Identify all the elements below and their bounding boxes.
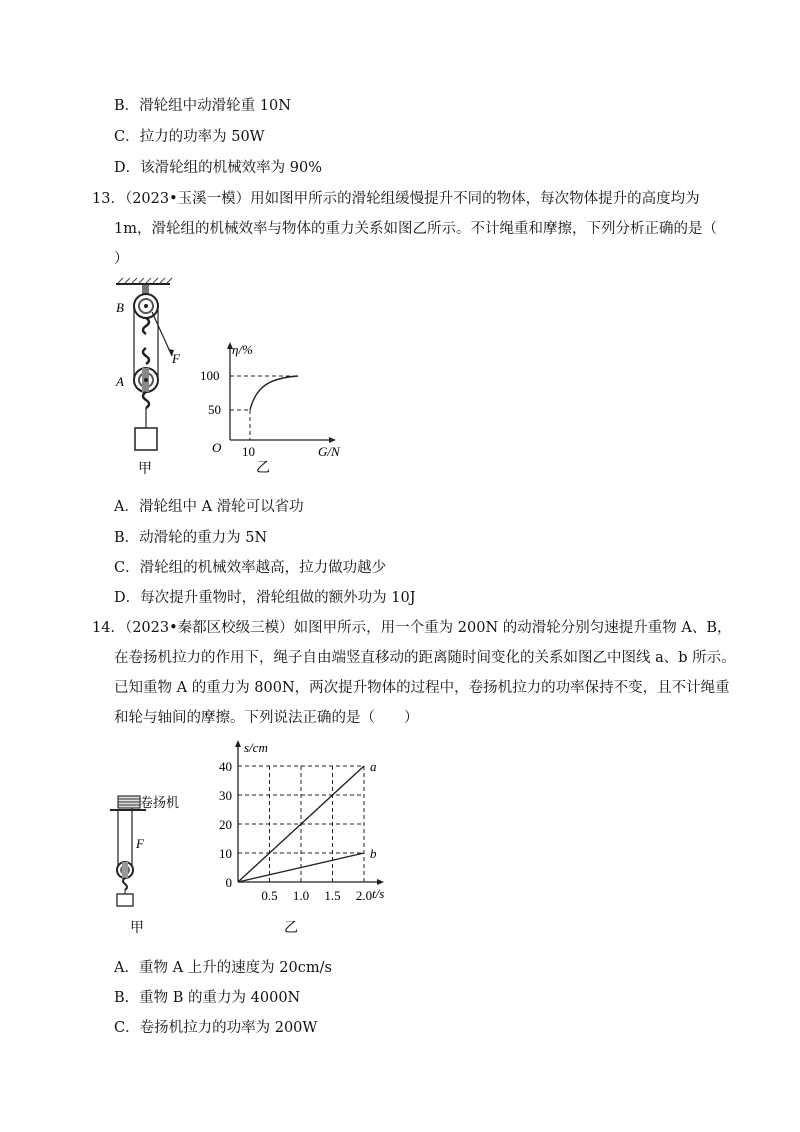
q14-stem-line3: 已知重物 A 的重力为 800N，两次提升物体的过程中，卷扬机拉力的功率保持不变，且不计绳重 [114,680,730,696]
option-text: 拉力的功率为 50W [139,129,265,145]
force-label-f: F [172,351,180,366]
series-label-b: b [370,846,377,861]
option-letter: B． [114,530,140,546]
x-tick-label: 0.5 [261,888,278,903]
q13-option-a [114,497,304,517]
q14-option-b [114,988,300,1008]
option-letter: D． [114,160,141,176]
option-text: 重物 A 上升的速度为 20cm/s [138,960,332,976]
y-tick-label: 30 [219,788,232,803]
y-tick-label: 20 [219,817,232,832]
prev-option-b [114,96,291,116]
chart-series [238,759,377,882]
option-text: 卷扬机拉力的功率为 200W [139,1020,318,1036]
option-text: 滑轮组中 A 滑轮可以省功 [138,499,304,515]
option-letter: A． [114,499,139,515]
option-letter: A． [114,960,139,976]
option-text: 滑轮组的机械效率越高，拉力做功越少 [139,560,387,576]
q14-stem-line4: 和轮与轴间的摩擦。下列说法正确的是（ ） [114,710,419,726]
movable-pulley-a [134,348,158,408]
q13-stem-line1 [92,189,700,209]
q14-jia-caption: 甲 [130,921,144,936]
tick-10: 10 [242,444,255,459]
q13-jia-caption: 甲 [138,462,152,476]
winch-label: 卷扬机 [140,795,180,810]
option-text: 滑轮组中动滑轮重 10N [139,98,291,114]
y-tick-label: 0 [225,875,232,890]
prev-option-c [114,127,265,147]
x-axis-label: t/s [372,886,385,901]
q14-stem-line2: 在卷扬机拉力的作用下，绳子自由端竖直移动的距离随时间变化的关系如图乙中图线 a、b 所示。 [114,650,736,666]
q14-option-a [114,958,332,978]
ceiling-hatch [116,278,172,284]
q13-yi-caption: 乙 [256,461,270,474]
origin-label: O [212,440,222,455]
q14-text-1: 如图甲所示，用一个重为 200N 的动滑轮分别匀速提升重物 A、B， [293,620,732,636]
option-letter: D． [114,590,141,606]
q13-figure-yi [198,338,358,474]
movable-pulley [117,862,133,890]
q13-stem-line2: 1m，滑轮组的机械效率与物体的重力关系如图乙所示。不计绳重和摩擦，下列分析正确的是（ [114,221,717,237]
option-text: 每次提升重物时，滑轮组做的额外功为 10J [140,590,416,606]
prev-option-d [114,158,322,178]
y-axis-label: s/cm [244,740,268,755]
q13-text-1: 用如图甲所示的滑轮组缓慢提升不同的物体，每次物体提升的高度均为 [250,191,700,207]
q13-option-d [114,588,416,608]
q13-option-c [114,558,386,578]
y-tick-label: 40 [219,759,232,774]
g-axis-label: G/N [318,444,340,459]
tick-50: 50 [208,402,221,417]
x-tick-label: 1.0 [292,888,310,903]
x-tick-label: 2.0 [355,888,373,903]
q13-option-b [114,528,267,548]
option-letter: B． [114,990,140,1006]
force-label-f: F [136,836,144,851]
option-text: 动滑轮的重力为 5N [139,530,268,546]
q14-option-c [114,1018,317,1038]
option-text: 该滑轮组的机械效率为 90% [140,160,322,176]
fixed-pulley-b [134,285,158,334]
q13-number: 13． [92,191,125,207]
option-letter: B． [114,98,140,114]
q14-stem-line1 [92,618,732,638]
q14-source: （2023•秦都区校级三模） [124,620,294,636]
q13-figure-jia [108,276,188,476]
pulley-label-a: A [116,374,124,389]
y-tick-label: 10 [219,846,232,861]
pulley-label-b: B [116,300,124,315]
s-t-chart [200,732,400,942]
q14-yi-caption: 乙 [284,921,298,936]
q14-number: 14． [92,620,125,636]
load-box [135,428,157,450]
efficiency-curve [250,376,298,410]
option-letter: C． [114,129,140,145]
q13-stem-line3: ） [114,251,129,267]
eta-axis-label: η/% [232,342,253,357]
option-letter: C． [114,560,140,576]
load-box [117,894,133,906]
tick-100: 100 [200,368,220,383]
q13-source: （2023•玉溪一模） [124,191,251,207]
series-label-a: a [370,759,377,774]
option-letter: C． [114,1020,140,1036]
q14-figure-jia [108,790,208,936]
option-text: 重物 B 的重力为 4000N [139,990,301,1006]
x-tick-label: 1.5 [324,888,341,903]
